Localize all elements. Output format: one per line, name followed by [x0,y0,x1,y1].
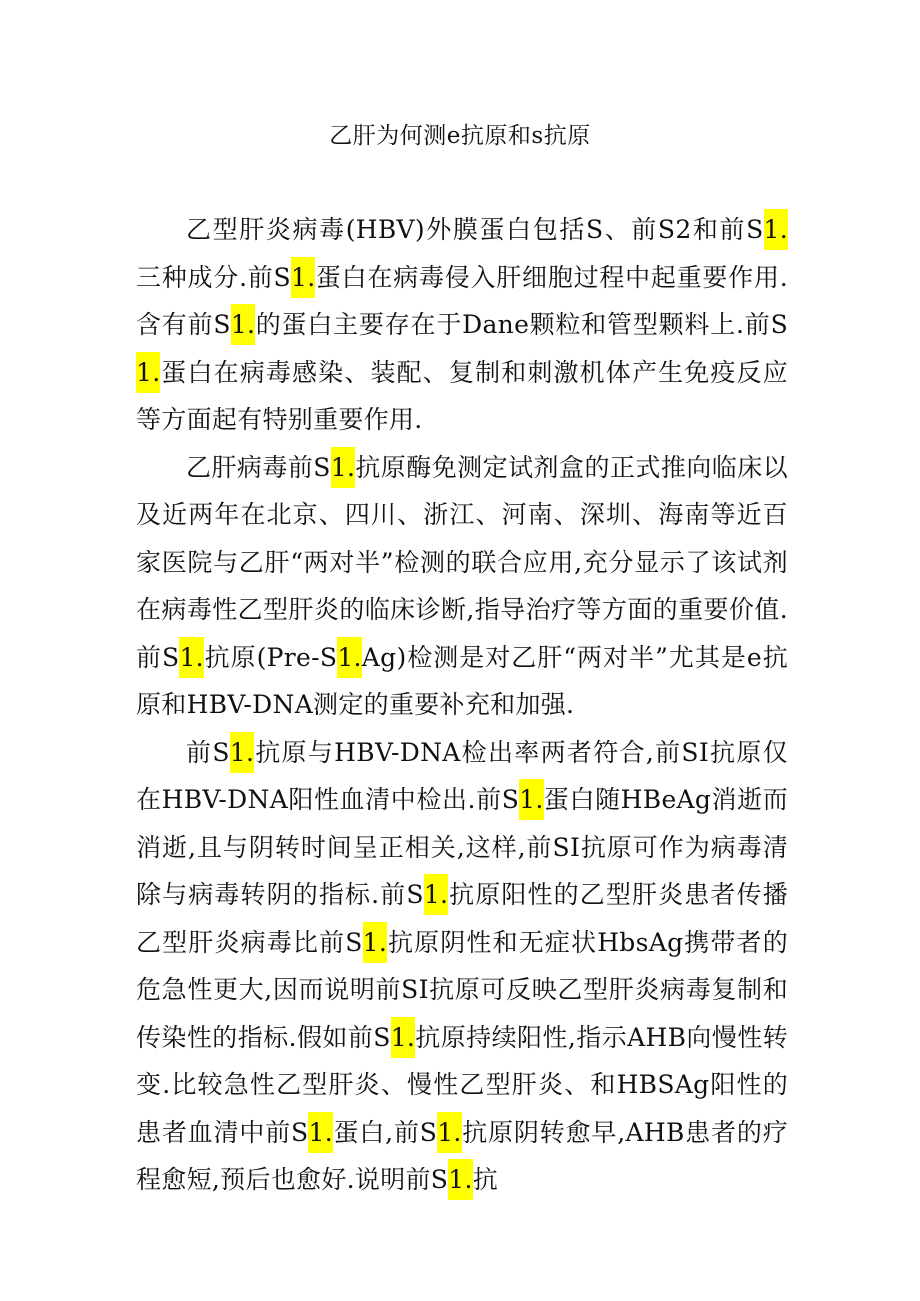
highlighted-text: 1. [231,304,255,345]
highlighted-text: 1. [179,637,203,678]
text-run: 抗 [472,1165,498,1194]
paragraph [136,729,788,1204]
highlighted-text: 1. [764,209,788,250]
highlighted-text: 1. [424,874,448,915]
paragraph [136,444,788,729]
text-run: 抗原持续阳性,指示AHB向慢性转变.比较急性乙型肝炎、慢性乙型肝炎、和HBSAg阳性的患者血清中前S [136,1022,788,1147]
text-run: Ag)检测是对乙肝“两对半”尤其是e抗原和HBV-DNA测定的重要补充和加强. [136,642,788,719]
document-body [136,206,788,1204]
text-run: 乙肝病毒前S [186,452,331,482]
text-run: 抗原阴性和无症状HbsAg携带者的危急性更大,因而说明前SI抗原可反映乙型肝炎病毒复制和传染性的指标.假如前S [136,927,788,1052]
highlighted-text: 1. [291,257,315,298]
text-run: 乙型肝炎病毒(HBV)外膜蛋白包括S、前S2和前S [186,215,764,244]
highlighted-text: 1. [437,1112,461,1153]
highlighted-text: 1. [391,1017,415,1058]
text-run: 抗原(Pre-S [203,642,338,672]
text-run: 蛋白,前S [332,1117,438,1147]
document-title: 乙肝为何测e抗原和s抗原 [329,123,591,149]
text-run: 抗原阴转愈早,AHB患者的疗程愈短,预后也愈好.说明前S [136,1117,788,1194]
highlighted-text: 1. [519,779,543,820]
highlighted-text: 1. [337,637,361,678]
text-run: 抗原与HBV-DNA检出率两者符合,前SI抗原仅在HBV-DNA阳性血清中检出.前S [136,737,788,814]
text-run: 抗原阳性的乙型肝炎患者传播乙型肝炎病毒比前S [136,880,788,957]
highlighted-text: 1. [136,352,160,393]
highlighted-text: 1. [331,447,355,488]
highlighted-text: 1. [363,922,387,963]
highlighted-text: 1. [308,1112,332,1153]
highlighted-text: 1. [448,1159,472,1200]
text-run: 蛋白在病毒感染、装配、复制和刺激机体产生免疫反应等方面起有特别重要作用. [136,357,788,434]
text-run: 蛋白随HBeAg消逝而消逝,且与阴转时间呈正相关,这样,前SI抗原可作为病毒清除与病毒转阴的指标.前S [136,785,789,909]
text-run: 三种成分.前S [136,262,291,292]
text-run: 抗原酶免测定试剂盒的正式推向临床以及近两年在北京、四川、浙江、河南、深圳、海南等近百家医院与乙肝“两对半”检测的联合应用,充分显示了该试剂在病毒性乙型肝炎的临床诊断,指导治疗等方面的重要价值.前S [136,452,788,672]
text-run: 的蛋白主要存在于Dane颗粒和管型颗料上.前S [255,310,788,339]
text-run: 前S [186,737,230,767]
text-run: 蛋白在病毒侵入肝细胞过程中起重要作用.含有前S [136,262,788,339]
paragraph [136,206,788,444]
highlighted-text: 1. [230,732,254,773]
